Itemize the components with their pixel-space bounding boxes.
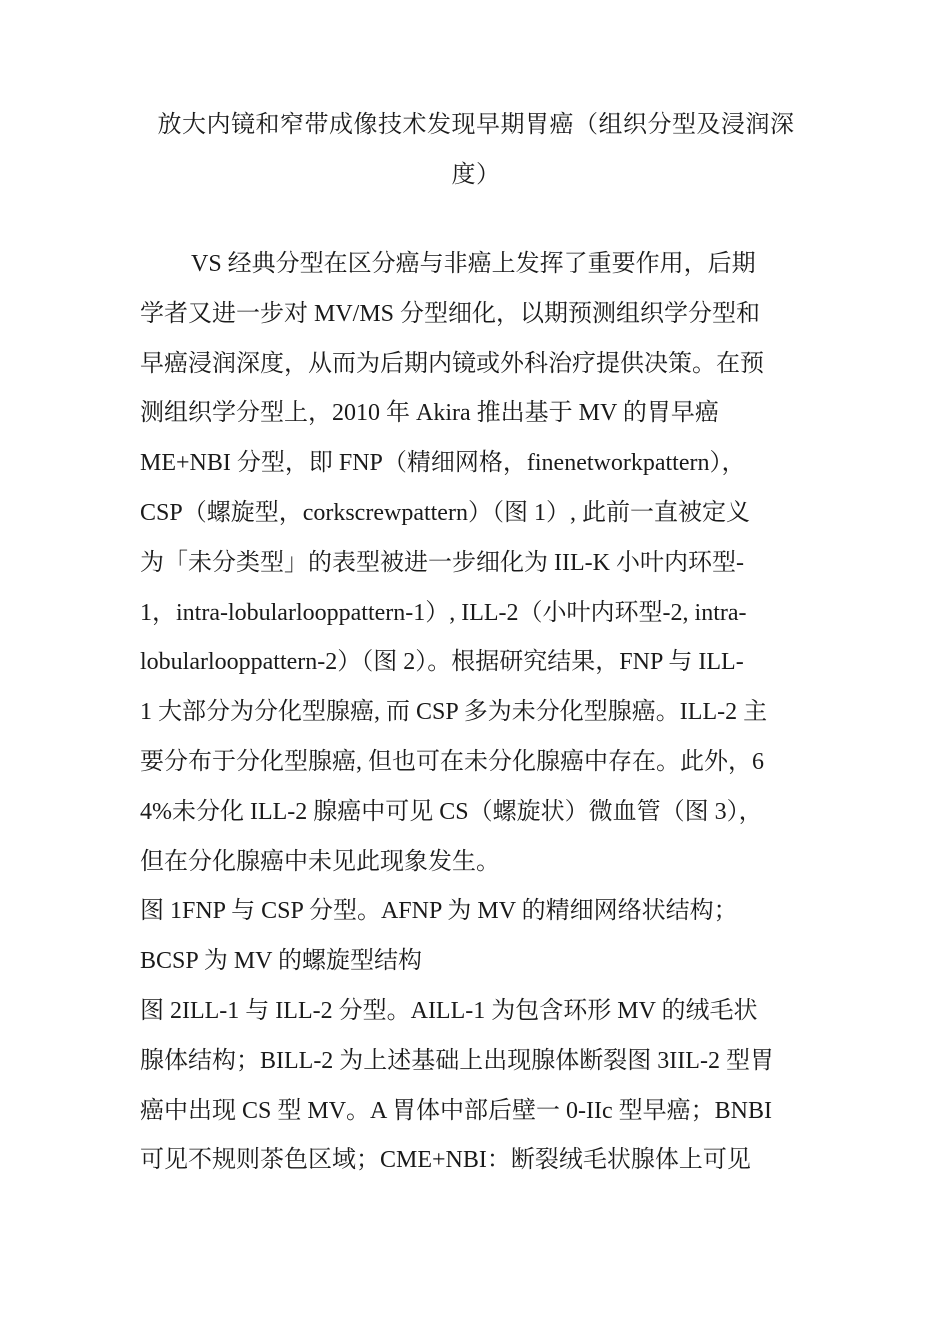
body-line: 但在分化腺癌中未见此现象发生。 <box>140 848 500 875</box>
body-line: 学者又进一步对 MV/MS 分型细化，以期预测组织学分型和 <box>140 300 761 327</box>
body-line: VS 经典分型在区分癌与非癌上发挥了重要作用，后期 <box>191 251 756 277</box>
figure-caption-line: 癌中出现 CS 型 MV。A 胃体中部后壁一 0-IIc 型早癌；BNBI <box>140 1097 773 1124</box>
body-line: 要分布于分化型腺癌, 但也可在未分化腺癌中存在。此外，6 <box>140 748 764 775</box>
body-line: 早癌浸润深度，从而为后期内镜或外科治疗提供决策。在预 <box>140 350 764 377</box>
figure-caption-line: 可见不规则茶色区域；CME+NBI：断裂绒毛状腺体上可见 <box>140 1147 751 1174</box>
document-body <box>140 240 812 1186</box>
body-line: 4%未分化 ILL-2 腺癌中可见 CS（螺旋状）微血管（图 3）， <box>140 798 763 825</box>
body-line: 1 大部分为分化型腺癌, 而 CSP 多为未分化型腺癌。ILL-2 主 <box>140 699 768 726</box>
document-page <box>140 100 812 1186</box>
title-line: 放大内镜和窄带成像技术发现早期胃癌（组织分型及浸润深 <box>157 112 795 138</box>
body-line: 测组织学分型上，2010 年 Akira 推出基于 MV 的胃早癌 <box>140 400 719 427</box>
body-line: CSP（螺旋型，corkscrewpattern）（图 1）, 此前一直被定义 <box>140 499 750 526</box>
title-spacer <box>140 200 812 240</box>
body-line: 1，intra-lobularlooppattern-1）, ILL-2（小叶内环型-2, intra- <box>140 599 747 626</box>
body-line: 为「未分类型」的表型被进一步细化为 IIL-K 小叶内环型- <box>140 549 744 576</box>
document-title <box>140 100 812 200</box>
figure-caption-line: 腺体结构；BILL-2 为上述基础上出现腺体断裂图 3IIL-2 型胃 <box>140 1047 774 1074</box>
figure-caption-line: BCSP 为 MV 的螺旋型结构 <box>140 948 423 975</box>
figure-caption-line: 图 2ILL-1 与 ILL-2 分型。AILL-1 为包含环形 MV 的绒毛状 <box>140 997 758 1024</box>
title-line: 度） <box>451 162 501 188</box>
body-line: lobularlooppattern-2）（图 2）。根据研究结果，FNP 与 ILL- <box>140 649 744 676</box>
body-line: ME+NBI 分型，即 FNP（精细网格，finenetworkpattern）， <box>140 450 746 477</box>
figure-caption-line: 图 1FNP 与 CSP 分型。AFNP 为 MV 的精细网络状结构； <box>140 898 738 925</box>
